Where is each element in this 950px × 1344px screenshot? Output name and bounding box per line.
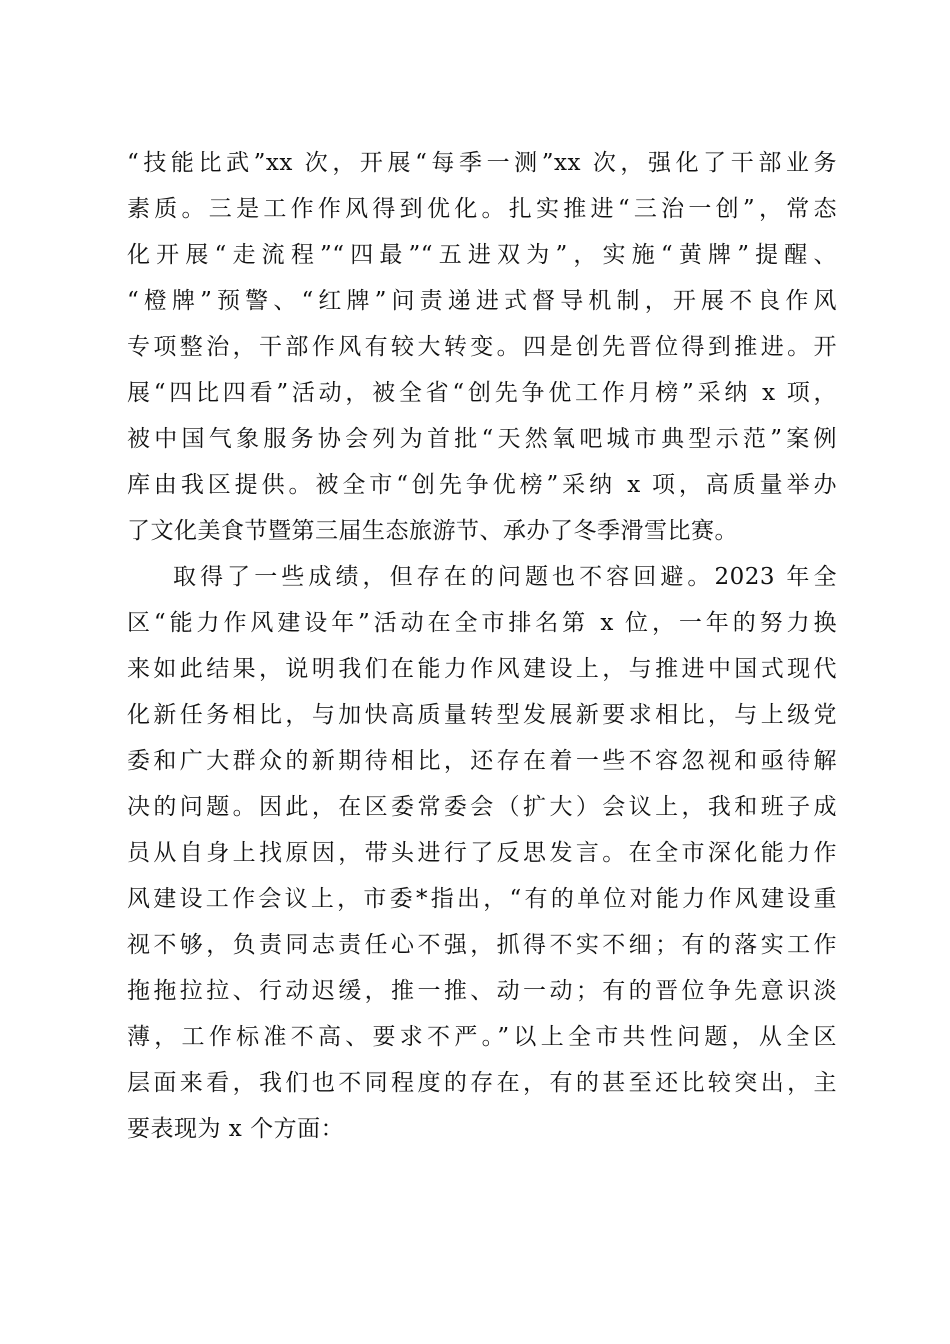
paragraph-line: 化开展“走流程”“四最”“五进双为”，实施“黄牌”提醒、 [127, 242, 837, 268]
paragraph-line: 区“能力作风建设年”活动在全市排名第 x 位，一年的努力换 [127, 610, 837, 636]
paragraph-1 [127, 140, 837, 554]
paragraph-line: “橙牌”预警、“红牌”问责递进式督导机制，开展不良作风 [127, 288, 837, 314]
paragraph-line: 薄，工作标准不高、要求不严。”以上全市共性问题，从全区 [127, 1024, 837, 1050]
paragraph-line: 专项整治，干部作风有较大转变。四是创先晋位得到推进。开 [127, 334, 837, 360]
paragraph-line: 化新任务相比，与加快高质量转型发展新要求相比，与上级党 [127, 702, 837, 728]
paragraph-line: 决的问题。因此，在区委常委会（扩大）会议上，我和班子成 [127, 794, 837, 820]
paragraph-line: 视不够，负责同志责任心不强，抓得不实不细；有的落实工作 [127, 932, 837, 958]
body-text [127, 140, 837, 1152]
paragraph-line: 素质。三是工作作风得到优化。扎实推进“三治一创”，常态 [127, 196, 837, 222]
paragraph-line: 风建设工作会议上，市委*指出，“有的单位对能力作风建设重 [127, 886, 837, 912]
paragraph-line: 取得了一些成绩，但存在的问题也不容回避。2023 年全 [173, 564, 837, 590]
paragraph-line: 员从自身上找原因，带头进行了反思发言。在全市深化能力作 [127, 840, 837, 866]
paragraph-2 [127, 554, 837, 1152]
paragraph-line: 层面来看，我们也不同程度的存在，有的甚至还比较突出，主 [127, 1070, 837, 1096]
paragraph-line: 来如此结果，说明我们在能力作风建设上，与推进中国式现代 [127, 656, 837, 682]
paragraph-line: “技能比武”xx 次，开展“每季一测”xx 次，强化了干部业务 [127, 150, 837, 176]
paragraph-line: 展“四比四看”活动，被全省“创先争优工作月榜”采纳 x 项， [127, 380, 837, 406]
paragraph-line: 被中国气象服务协会列为首批“天然氧吧城市典型示范”案例 [127, 426, 837, 452]
paragraph-line: 委和广大群众的新期待相比，还存在着一些不容忽视和亟待解 [127, 748, 837, 774]
paragraph-line: 拖拖拉拉、行动迟缓，推一推、动一动；有的晋位争先意识淡 [127, 978, 837, 1004]
paragraph-line: 要表现为 x 个方面： [127, 1116, 345, 1142]
paragraph-line: 了文化美食节暨第三届生态旅游节、承办了冬季滑雪比赛。 [127, 518, 738, 544]
paragraph-line: 库由我区提供。被全市“创先争优榜”采纳 x 项，高质量举办 [127, 472, 837, 498]
